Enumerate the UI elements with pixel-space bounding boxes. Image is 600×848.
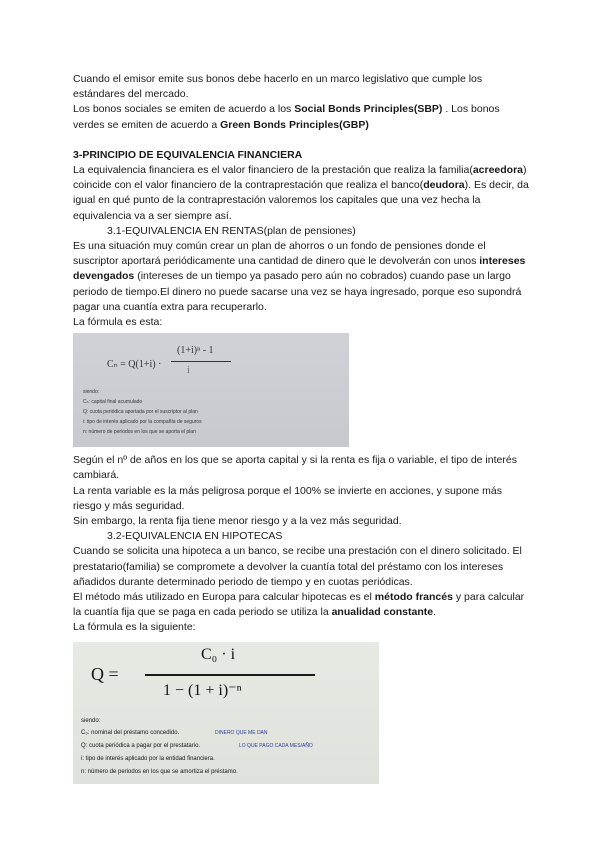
paragraph-renta-fija: Sin embargo, la renta fija tiene menor riesgo y a la vez más seguridad. — [73, 515, 402, 528]
section-heading-3-1: 3.1-EQUIVALENCIA EN RENTAS(plan de pensiones) — [107, 224, 356, 237]
paragraph-bonos — [73, 102, 533, 132]
document-page — [73, 72, 533, 790]
paragraph-metodo — [73, 590, 533, 620]
paragraph-emisor: Cuando el emisor emite sus bonos debe hacerlo en un marco legislativo que cumple los estándares del mercado. — [73, 73, 483, 101]
sbp-term: Social Bonds Principles(SBP) — [294, 103, 443, 116]
formula-denominator: i — [187, 365, 190, 377]
text-run: . Los bonos verdes se emiten de acuerdo a — [73, 103, 500, 131]
formula-lhs: Q = — [91, 663, 119, 684]
formula-photo-rentas — [73, 333, 349, 447]
formula-numerator: C₀ · i — [201, 645, 236, 663]
legend-siendo: siendo: — [81, 717, 101, 724]
handwritten-note-1: DINERO QUE ME DAN — [215, 729, 268, 736]
paragraph-formula-siguiente: La fórmula es la siguiente: — [73, 621, 196, 634]
legend-line-4: n: número de periodos en los que se amortiza el préstamo. — [81, 768, 238, 775]
legend-line-3: i: tipo de interés aplicado por la entidad financiera. — [81, 755, 215, 762]
formula-denominator: 1 − (1 + i)⁻ⁿ — [163, 681, 242, 699]
text-run: y para calcular la cuantía fija que se paga en cada periodo se utiliza la — [73, 591, 525, 619]
handwritten-note-2: LO QUE PAGO CADA MES/AÑO — [239, 742, 313, 749]
fraction-line — [145, 674, 315, 676]
legend-line-1: Cₙ: capital final acumulado — [83, 399, 143, 406]
text-run: ) coincide con el valor financiero de la contraprestación que realiza el banco( — [73, 164, 527, 192]
paragraph-equivalencia — [73, 163, 533, 224]
paragraph-rentas — [73, 239, 533, 315]
acreedora-term: acreedora — [472, 164, 524, 177]
anualidad-term: anualidad constante — [331, 606, 434, 619]
text-run: Los bonos sociales se emiten de acuerdo a los — [73, 103, 295, 116]
legend-line-2: Q: cuota periódica a pagar por el prestatario. — [81, 742, 201, 749]
deudora-term: deudora — [423, 179, 465, 192]
formula-lhs: Cₙ = Q(1+i) · — [107, 359, 162, 371]
formula-numerator: (1+i)ⁿ - 1 — [177, 345, 214, 357]
text-run: La equivalencia financiera es el valor financiero de la prestación que realiza la familia( — [73, 164, 473, 177]
metodo-frances-term: método francés — [374, 591, 453, 604]
paragraph-formula-intro: La fórmula es esta: — [73, 316, 163, 329]
gbp-term: Green Bonds Principles(GBP) — [220, 118, 369, 131]
legend-line-3: i: tipo de interés aplicado por la compañía de seguros — [83, 419, 202, 426]
legend-line-2: Q: cuota periódica aportada por el suscriptor al plan — [83, 409, 198, 416]
section-heading-3: 3-PRINCIPIO DE EQUIVALENCIA FINANCIERA — [73, 148, 303, 161]
text-run: Es una situación muy común crear un plan de ahorros o un fondo de pensiones donde el suscriptor aportará periódicamente una cantidad de dinero que le devolverán con unos — [73, 240, 486, 268]
legend-siendo: siendo: — [83, 389, 100, 396]
text-run: El método más utilizado en Europa para calcular hipotecas es el — [73, 591, 375, 604]
fraction-line — [171, 361, 231, 362]
legend-line-1: C₀: nominal del préstamo concedido. — [81, 729, 180, 736]
intereses-term: intereses devengados — [73, 255, 526, 283]
text-run: ). Es decir, da igual en qué punto de la contraprestación valoremos los capitales que una vez hecha la equivalencia va a ser siempre así. — [73, 179, 529, 222]
formula-photo-hipotecas — [73, 642, 379, 784]
section-heading-3-2: 3.2-EQUIVALENCIA EN HIPOTECAS — [107, 530, 283, 543]
paragraph-anos: Según el nº de años en los que se aporta capital y si la renta es fija o variable, el tipo de interés cambiará. — [73, 454, 517, 482]
text-run: . — [433, 606, 437, 619]
paragraph-hipoteca: Cuando se solicita una hipoteca a un banco, se recibe una prestación con el dinero solicitado. El prestatario(familia) se compromete a devolver la cuantía total del préstamo con los intereses añadidos durante determinado periodo de tiempo y en cuotas periódicas. — [73, 545, 522, 588]
paragraph-renta-variable: La renta variable es la más peligrosa porque el 100% se invierte en acciones, y supone más riesgo y más seguridad. — [73, 484, 502, 512]
text-run: (intereses de un tiempo ya pasado pero aún no cobrados) cuando pase un largo periodo de tiempo.El dinero no puede sacarse una vez se haya ingresado, porque eso supondrá pagar una cuantía extra para recuperarlo. — [73, 270, 522, 313]
legend-line-4: n: número de periodos en los que se aporta el plan — [83, 429, 196, 436]
